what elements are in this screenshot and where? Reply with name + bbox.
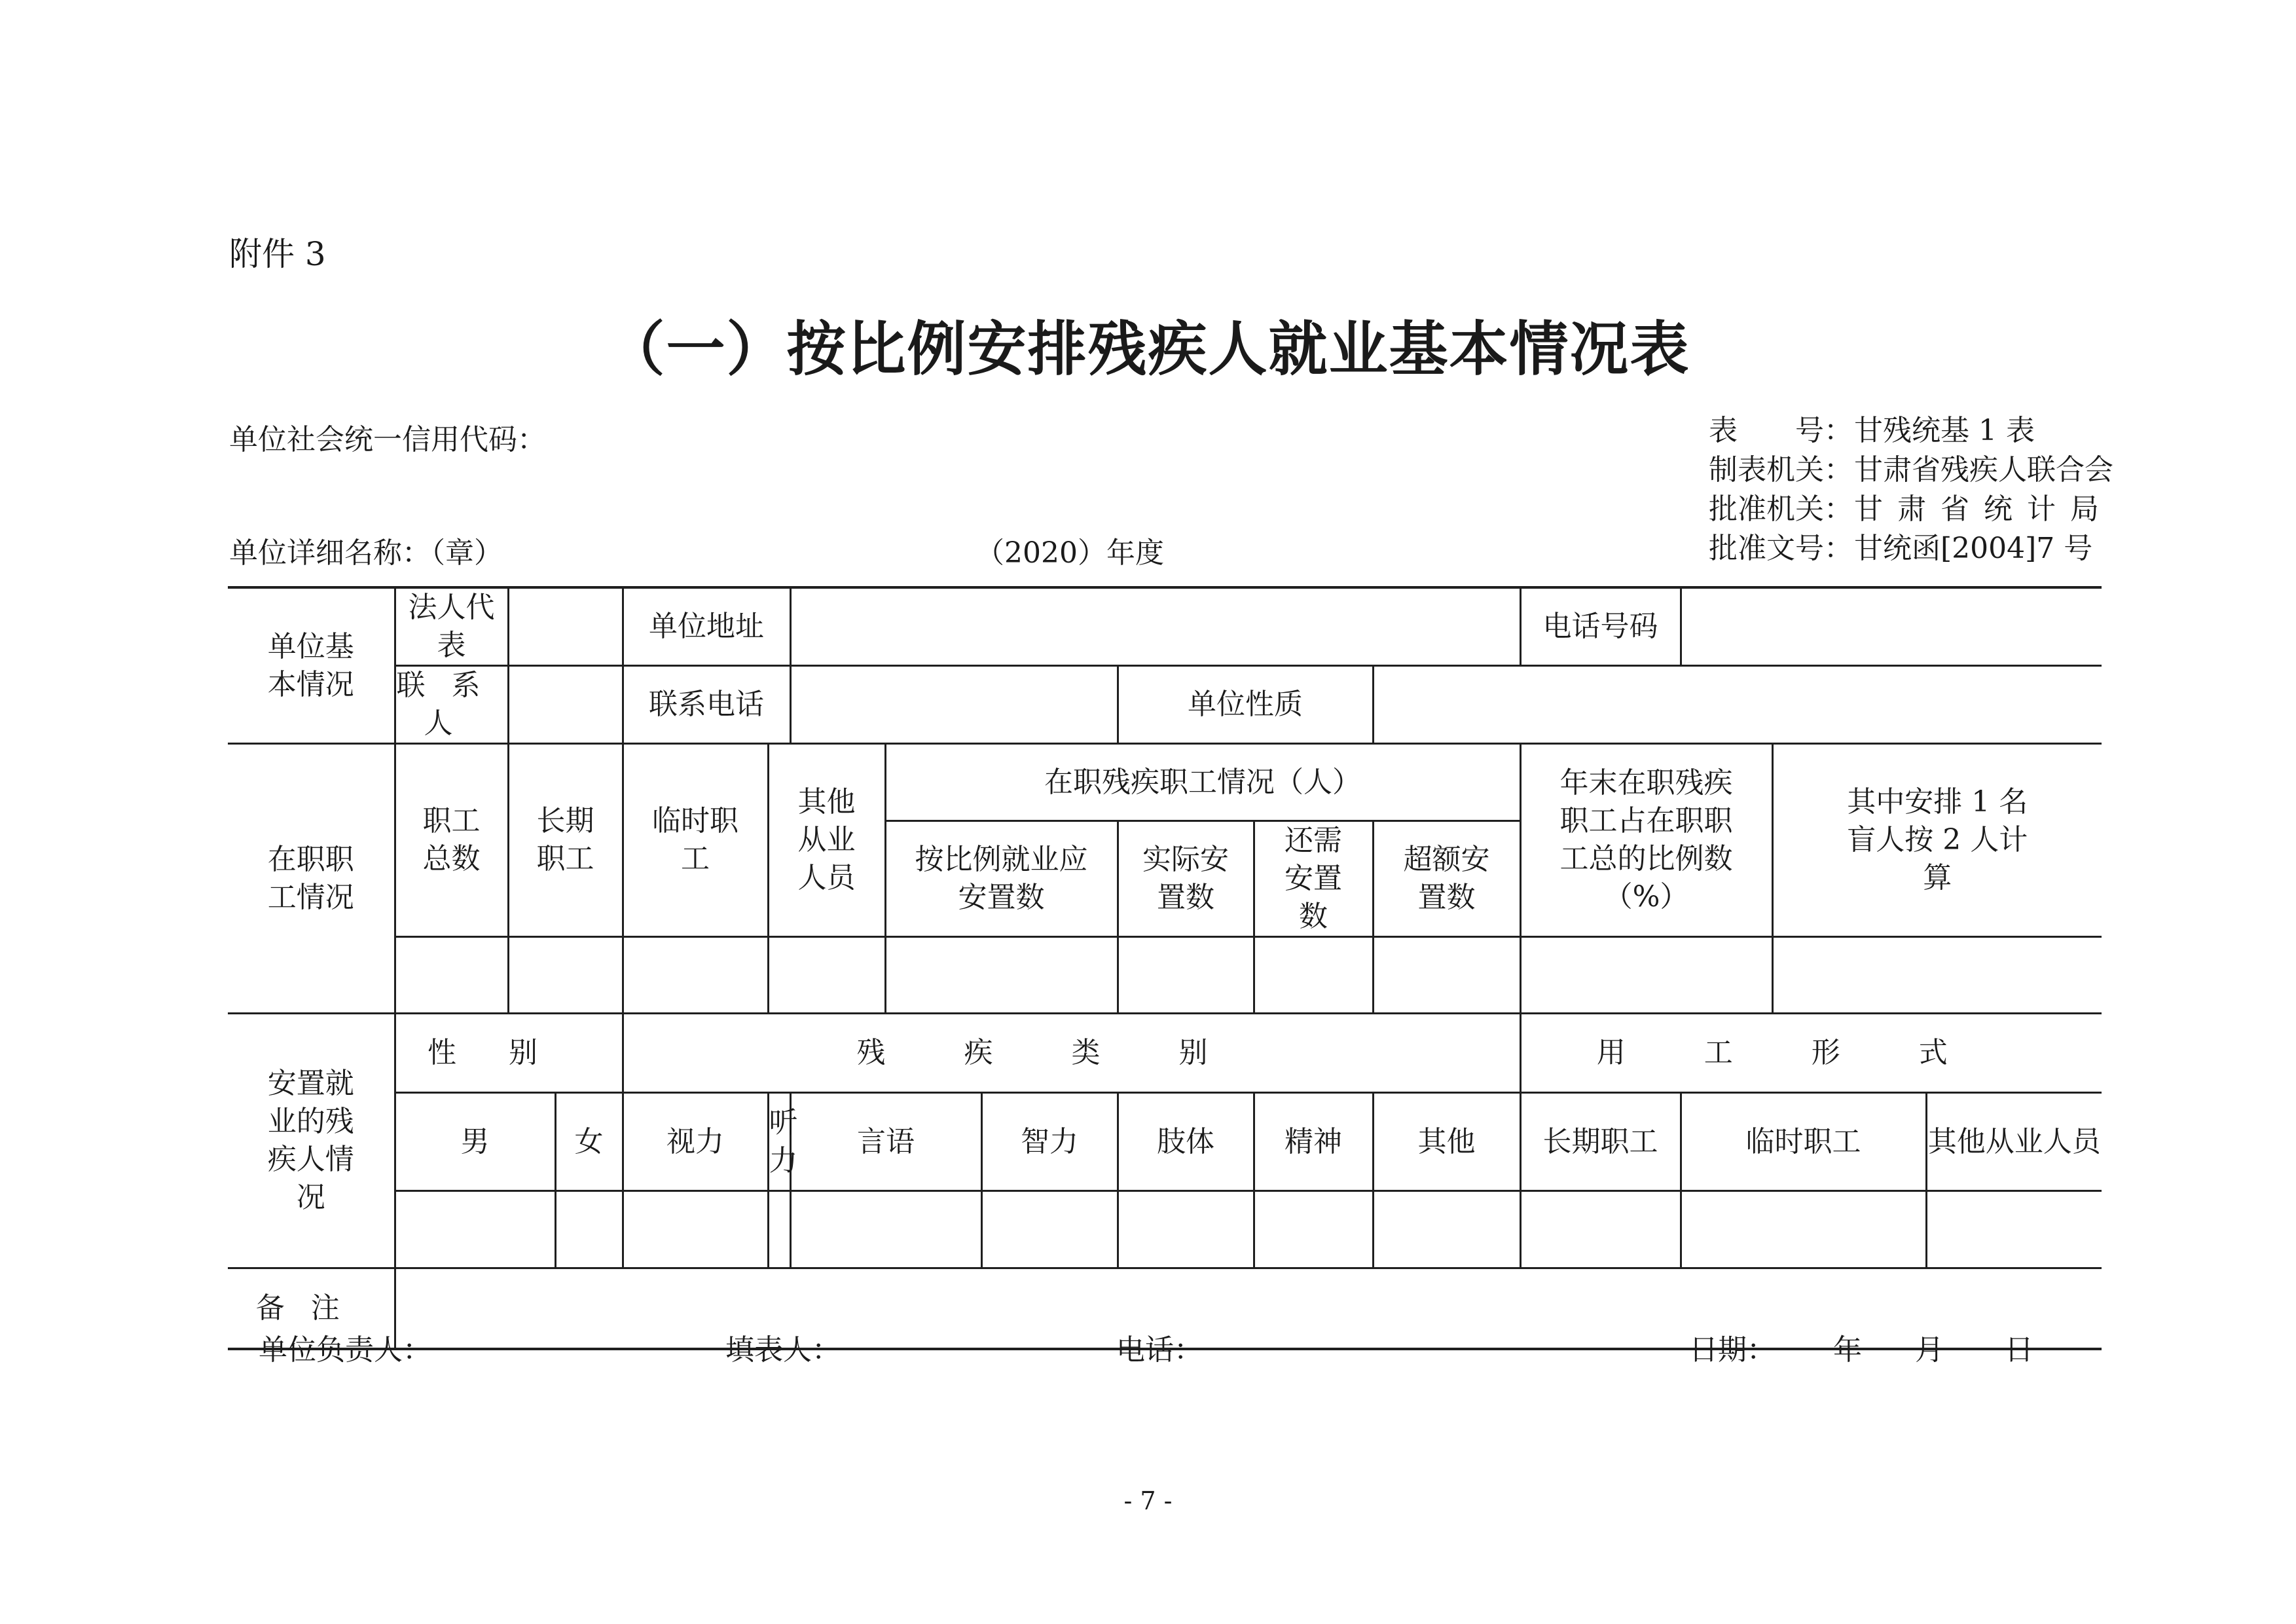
mental-value[interactable] — [1254, 1191, 1373, 1268]
contact-value[interactable] — [508, 666, 623, 744]
female-value[interactable] — [555, 1191, 623, 1268]
date-label: 日期： — [1689, 1333, 1776, 1367]
basic-section-label: 单位基本情况 — [228, 587, 395, 744]
temporary-value[interactable] — [623, 937, 768, 1014]
date-day: 日 — [2005, 1333, 2033, 1367]
ratio-value[interactable] — [1520, 937, 1772, 1014]
hearing-header: 听力 — [768, 1093, 790, 1191]
page-title: （一）按比例安排残疾人就业基本情况表 — [606, 315, 1690, 384]
male-value[interactable] — [395, 1191, 555, 1268]
employment-form-header: 用工形式 — [1520, 1014, 2102, 1093]
female-header: 女 — [555, 1093, 623, 1191]
vision-value[interactable] — [623, 1191, 768, 1268]
year-label: （2020）年度 — [975, 536, 1164, 570]
mental-header: 精神 — [1254, 1093, 1373, 1191]
emp-temp-value[interactable] — [1681, 1191, 1926, 1268]
date-month: 月 — [1915, 1333, 1944, 1367]
unit-name-label: 单位详细名称：（章） — [229, 536, 503, 570]
filler-label: 填表人： — [725, 1333, 841, 1367]
male-header: 男 — [395, 1093, 555, 1191]
contact-phone-value[interactable] — [790, 666, 1118, 744]
approver-value: 甘肃省统计局 — [1854, 492, 2113, 526]
employment-form-table — [228, 586, 2102, 1350]
excess-placed-value[interactable] — [1373, 937, 1520, 1014]
remarks-label: 备注 — [228, 1268, 395, 1349]
other-staff-value[interactable] — [768, 937, 885, 1014]
other-staff-header: 其他从业人员 — [768, 744, 885, 937]
speech-header: 言语 — [790, 1093, 981, 1191]
hearing-value[interactable] — [768, 1191, 790, 1268]
form-meta-block — [1709, 411, 2113, 568]
maker-value: 甘肃省残疾人联合会 — [1854, 453, 2113, 487]
total-staff-value[interactable] — [395, 937, 508, 1014]
actual-placed-value[interactable] — [1118, 937, 1254, 1014]
total-staff-header: 职工总数 — [395, 744, 508, 937]
vision-header: 视力 — [623, 1093, 768, 1191]
page-number: - 7 - — [1123, 1486, 1173, 1515]
temporary-header: 临时职工 — [623, 744, 768, 937]
maker-key: 制表机关： — [1709, 453, 1853, 487]
table-no-value: 甘残统基 1 表 — [1854, 414, 2035, 447]
long-term-value[interactable] — [508, 937, 623, 1014]
actual-placed-header: 实际安置数 — [1118, 821, 1254, 937]
long-term-header: 长期职工 — [508, 744, 623, 937]
staff-section-label: 在职职工情况 — [228, 744, 395, 1014]
emp-long-value[interactable] — [1520, 1191, 1681, 1268]
blind-note-header: 其中安排 1 名盲人按 2 人计算 — [1772, 744, 2102, 937]
credit-code-label: 单位社会统一信用代码： — [229, 423, 546, 456]
unit-head-label: 单位负责人： — [259, 1333, 431, 1367]
address-label: 单位地址 — [623, 587, 790, 666]
limb-value[interactable] — [1118, 1191, 1254, 1268]
still-needed-header: 还需安置数 — [1254, 821, 1373, 937]
disabled-staff-header: 在职残疾职工情况（人） — [885, 744, 1520, 821]
legal-rep-label: 法人代表 — [395, 587, 508, 666]
unit-nature-value[interactable] — [1373, 666, 2102, 744]
emp-other-header: 其他从业人员 — [1926, 1093, 2102, 1191]
other-value[interactable] — [1373, 1191, 1520, 1268]
legal-rep-value[interactable] — [508, 587, 623, 666]
excess-placed-header: 超额安置数 — [1373, 821, 1520, 937]
approver-key: 批准机关： — [1709, 492, 1853, 526]
address-value[interactable] — [790, 587, 1520, 666]
placement-section-label: 安置就业的残疾人情况 — [228, 1014, 395, 1268]
blind-note-value[interactable] — [1772, 937, 2102, 1014]
phone-label: 电话： — [1116, 1333, 1203, 1367]
disability-type-header: 残疾类别 — [623, 1014, 1520, 1093]
quota-required-header: 按比例就业应安置数 — [885, 821, 1118, 937]
intellect-header: 智力 — [981, 1093, 1118, 1191]
table-no-key: 表 号： — [1709, 414, 1853, 447]
emp-long-header: 长期职工 — [1520, 1093, 1681, 1191]
contact-phone-label: 联系电话 — [623, 666, 790, 744]
speech-value[interactable] — [790, 1191, 981, 1268]
contact-label: 联系人 — [395, 666, 508, 744]
date-year: 年 — [1833, 1333, 1862, 1367]
still-needed-value[interactable] — [1254, 937, 1373, 1014]
emp-temp-header: 临时职工 — [1681, 1093, 1926, 1191]
limb-header: 肢体 — [1118, 1093, 1254, 1191]
gender-header: 性别 — [395, 1014, 623, 1093]
phone-no-label: 电话号码 — [1520, 587, 1681, 666]
emp-other-value[interactable] — [1926, 1191, 2102, 1268]
quota-required-value[interactable] — [885, 937, 1118, 1014]
attachment-label: 附件 3 — [229, 235, 326, 273]
ratio-header: 年末在职残疾职工占在职职工总的比例数（%） — [1520, 744, 1772, 937]
intellect-value[interactable] — [981, 1191, 1118, 1268]
phone-no-value[interactable] — [1681, 587, 2102, 666]
unit-nature-label: 单位性质 — [1118, 666, 1373, 744]
doc-no-value: 甘统函[2004]7 号 — [1854, 532, 2093, 565]
doc-no-key: 批准文号： — [1709, 532, 1853, 565]
other-header: 其他 — [1373, 1093, 1520, 1191]
